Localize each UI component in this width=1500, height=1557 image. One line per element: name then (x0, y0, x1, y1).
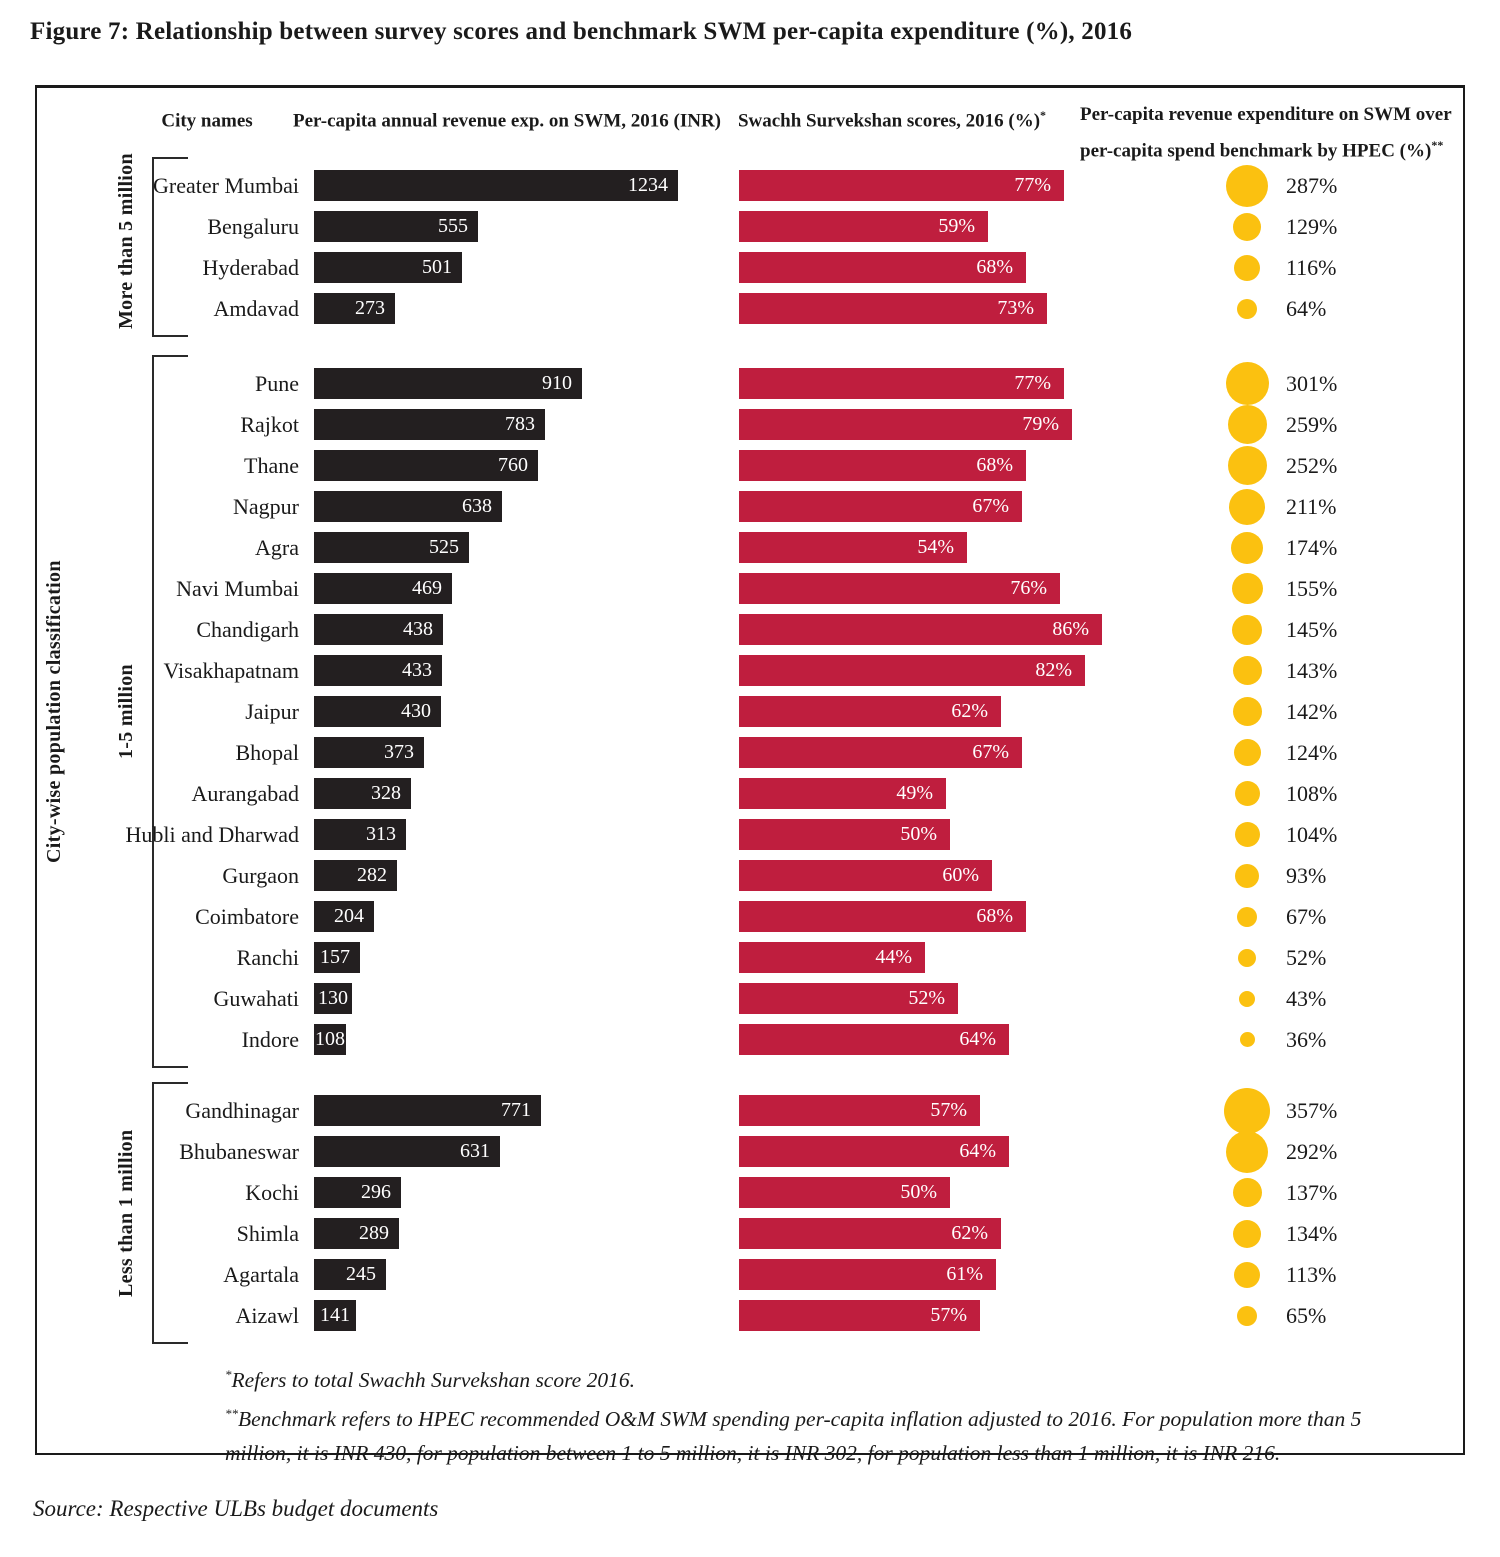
benchmark-value: 259% (1286, 412, 1338, 437)
expenditure-bar (314, 170, 678, 201)
score-value: 79% (1022, 413, 1059, 435)
score-bar (739, 1136, 1009, 1167)
expenditure-bar (314, 1177, 401, 1208)
expenditure-bar (314, 1095, 541, 1126)
expenditure-value: 273 (355, 297, 385, 319)
column-header-city-names-text: City names (161, 110, 253, 132)
score-value: 86% (1052, 618, 1089, 640)
score-bar (739, 293, 1047, 324)
city-row-ranchi (37, 937, 1463, 978)
city-label: Navi Mumbai (176, 576, 299, 601)
city-label: Gurgaon (222, 863, 299, 888)
benchmark-bubble (1237, 1306, 1257, 1326)
city-row-pune (37, 363, 1463, 404)
benchmark-value: 301% (1286, 371, 1338, 396)
score-bar (739, 1300, 980, 1331)
city-label: Bhubaneswar (179, 1139, 299, 1164)
benchmark-value: 124% (1286, 740, 1338, 765)
benchmark-value: 64% (1286, 296, 1327, 321)
score-bar (739, 614, 1102, 645)
score-bar (739, 1218, 1001, 1249)
city-row-visakhapatnam (37, 650, 1463, 691)
city-label: Agartala (223, 1262, 299, 1287)
benchmark-value: 145% (1286, 617, 1338, 642)
chart-frame (35, 85, 1465, 1466)
score-bar (739, 1024, 1009, 1055)
benchmark-value: 143% (1286, 658, 1338, 683)
score-value: 57% (930, 1099, 967, 1121)
benchmark-value: 108% (1286, 781, 1338, 806)
score-bar (739, 170, 1064, 201)
expenditure-bar (314, 491, 502, 522)
score-bar (739, 655, 1085, 686)
group-label-more-than-5-million: More than 5 million (115, 153, 137, 329)
benchmark-value: 287% (1286, 173, 1338, 198)
group-less-than-1-million (37, 1090, 1463, 1336)
column-header-scores-sup: * (1040, 108, 1047, 122)
score-bar (739, 573, 1060, 604)
benchmark-value: 36% (1286, 1027, 1327, 1052)
footnote-1 (225, 1358, 1375, 1397)
score-value: 67% (972, 741, 1009, 763)
expenditure-value: 910 (542, 372, 572, 394)
benchmark-value: 104% (1286, 822, 1338, 847)
score-value: 68% (976, 905, 1013, 927)
city-row-coimbatore (37, 896, 1463, 937)
group-more-than-5-million (37, 153, 1463, 329)
expenditure-bar (314, 655, 442, 686)
benchmark-value: 93% (1286, 863, 1327, 888)
benchmark-bubble (1231, 532, 1263, 564)
score-value: 67% (972, 495, 1009, 517)
expenditure-bar (314, 409, 545, 440)
benchmark-value: 357% (1286, 1098, 1338, 1123)
expenditure-bar (314, 1024, 346, 1055)
benchmark-value: 252% (1286, 453, 1338, 478)
score-bar (739, 737, 1022, 768)
city-label: Bengaluru (207, 214, 299, 239)
benchmark-value: 155% (1286, 576, 1338, 601)
benchmark-bubble (1226, 165, 1268, 207)
benchmark-value: 67% (1286, 904, 1327, 929)
score-value: 62% (951, 1222, 988, 1244)
benchmark-bubble (1226, 362, 1269, 405)
city-label: Nagpur (233, 494, 299, 519)
city-row-chandigarh (37, 609, 1463, 650)
city-label: Chandigarh (196, 617, 299, 642)
city-row-navi-mumbai (37, 568, 1463, 609)
score-bar (739, 778, 946, 809)
score-value: 50% (900, 823, 937, 845)
score-value: 50% (900, 1181, 937, 1203)
expenditure-value: 141 (320, 1304, 350, 1326)
city-row-gurgaon (37, 855, 1463, 896)
benchmark-bubble (1232, 615, 1262, 645)
expenditure-value: 631 (460, 1140, 490, 1162)
expenditure-value: 130 (318, 987, 348, 1009)
city-label: Greater Mumbai (153, 173, 299, 198)
city-row-bengaluru (37, 206, 1463, 247)
benchmark-bubble (1226, 1131, 1268, 1173)
expenditure-bar (314, 778, 411, 809)
benchmark-bubble (1233, 656, 1262, 685)
expenditure-value: 282 (357, 864, 387, 886)
city-row-indore (37, 1019, 1463, 1060)
benchmark-bubble (1228, 405, 1267, 444)
score-bar (739, 491, 1022, 522)
city-row-rajkot (37, 404, 1463, 445)
expenditure-value: 430 (401, 700, 431, 722)
score-bar (739, 450, 1026, 481)
score-bar (739, 368, 1064, 399)
expenditure-value: 296 (361, 1181, 391, 1203)
score-value: 64% (959, 1140, 996, 1162)
benchmark-bubble (1234, 255, 1260, 281)
city-label: Indore (241, 1027, 299, 1052)
city-row-bhubaneswar (37, 1131, 1463, 1172)
score-value: 64% (959, 1028, 996, 1050)
benchmark-value: 129% (1286, 214, 1338, 239)
city-label: Hubli and Dharwad (125, 822, 299, 847)
group-1-5-million (37, 363, 1463, 1060)
benchmark-value: 43% (1286, 986, 1327, 1011)
score-bar (739, 1095, 980, 1126)
score-value: 49% (896, 782, 933, 804)
expenditure-value: 433 (402, 659, 432, 681)
score-value: 59% (938, 215, 975, 237)
footnotes (225, 1358, 1375, 1470)
benchmark-bubble (1234, 1262, 1260, 1288)
expenditure-bar (314, 293, 395, 324)
expenditure-value: 555 (438, 215, 468, 237)
city-row-hyderabad (37, 247, 1463, 288)
expenditure-bar (314, 860, 397, 891)
city-label: Aurangabad (191, 781, 299, 806)
score-value: 54% (917, 536, 954, 558)
city-label: Gandhinagar (185, 1098, 299, 1123)
score-value: 73% (997, 297, 1034, 319)
chart-rows-region (37, 88, 1463, 1453)
score-bar (739, 1259, 996, 1290)
score-bar (739, 860, 992, 891)
benchmark-value: 211% (1286, 494, 1337, 519)
expenditure-value: 373 (384, 741, 414, 763)
score-bar (739, 532, 967, 563)
expenditure-bar (314, 614, 443, 645)
city-label: Visakhapatnam (163, 658, 299, 683)
benchmark-bubble (1233, 213, 1261, 241)
expenditure-bar (314, 1218, 399, 1249)
expenditure-bar (314, 573, 452, 604)
benchmark-value: 137% (1286, 1180, 1338, 1205)
benchmark-value: 142% (1286, 699, 1338, 724)
city-row-greater-mumbai (37, 165, 1463, 206)
expenditure-bar (314, 819, 406, 850)
benchmark-bubble (1229, 489, 1265, 525)
expenditure-value: 204 (334, 905, 364, 927)
score-value: 76% (1010, 577, 1047, 599)
benchmark-bubble (1234, 739, 1261, 766)
city-row-shimla (37, 1213, 1463, 1254)
score-value: 68% (976, 256, 1013, 278)
city-row-aurangabad (37, 773, 1463, 814)
score-bar (739, 819, 950, 850)
benchmark-bubble (1232, 573, 1263, 604)
city-label: Jaipur (245, 699, 299, 724)
column-header-benchmark-sup: ** (1431, 138, 1444, 152)
city-label: Rajkot (240, 412, 299, 437)
expenditure-bar (314, 1259, 386, 1290)
score-bar (739, 211, 988, 242)
benchmark-bubble (1238, 949, 1256, 967)
benchmark-bubble (1233, 1178, 1262, 1207)
score-value: 82% (1035, 659, 1072, 681)
benchmark-bubble (1237, 907, 1257, 927)
city-label: Shimla (236, 1221, 299, 1246)
expenditure-bar (314, 211, 478, 242)
score-bar (739, 901, 1026, 932)
benchmark-value: 292% (1286, 1139, 1338, 1164)
benchmark-bubble (1235, 822, 1260, 847)
chart-frame-inner (37, 88, 1463, 1466)
city-row-hubli-and-dharwad (37, 814, 1463, 855)
score-bar (739, 942, 925, 973)
city-row-aizawl (37, 1295, 1463, 1336)
expenditure-value: 289 (359, 1222, 389, 1244)
benchmark-bubble (1235, 864, 1259, 888)
column-header-benchmark-text: Per-capita revenue expenditure on SWM over per-capita spend benchmark by HPEC (%) (1080, 104, 1452, 162)
city-label: Guwahati (213, 986, 299, 1011)
city-label: Kochi (245, 1180, 299, 1205)
score-value: 60% (942, 864, 979, 886)
expenditure-bar (314, 1136, 500, 1167)
city-label: Thane (244, 453, 299, 478)
benchmark-bubble (1224, 1088, 1270, 1134)
score-value: 57% (930, 1304, 967, 1326)
benchmark-value: 52% (1286, 945, 1327, 970)
city-row-agra (37, 527, 1463, 568)
expenditure-value: 108 (315, 1028, 345, 1050)
score-value: 44% (875, 946, 912, 968)
city-row-thane (37, 445, 1463, 486)
column-header-scores-text: Swachh Survekshan scores, 2016 (%) (737, 110, 1041, 132)
expenditure-bar (314, 532, 469, 563)
benchmark-bubble (1239, 991, 1255, 1007)
city-row-amdavad (37, 288, 1463, 329)
expenditure-value: 157 (320, 946, 350, 968)
expenditure-value: 760 (498, 454, 528, 476)
city-label: Bhopal (235, 740, 299, 765)
benchmark-bubble (1233, 1220, 1261, 1248)
group-label-less-than-1-million: Less than 1 million (115, 1129, 137, 1297)
city-label: Agra (255, 535, 299, 560)
column-header-expenditure-text: Per-capita annual revenue exp. on SWM, 2016 (INR) (292, 110, 721, 132)
expenditure-value: 771 (501, 1099, 531, 1121)
benchmark-bubble (1233, 697, 1262, 726)
expenditure-bar (314, 368, 582, 399)
benchmark-value: 174% (1286, 535, 1338, 560)
score-bar (739, 983, 958, 1014)
expenditure-value: 638 (462, 495, 492, 517)
score-value: 62% (951, 700, 988, 722)
footnote-2 (225, 1397, 1375, 1470)
city-label: Pune (255, 371, 299, 396)
source-note: Source: Respective ULBs budget documents (33, 1496, 439, 1521)
expenditure-bar (314, 983, 352, 1014)
city-label: Amdavad (213, 296, 299, 321)
expenditure-bar (314, 942, 360, 973)
score-bar (739, 1177, 950, 1208)
city-row-nagpur (37, 486, 1463, 527)
expenditure-bar (314, 450, 538, 481)
score-bar (739, 409, 1072, 440)
benchmark-bubble (1235, 781, 1260, 806)
expenditure-value: 438 (403, 618, 433, 640)
footnote-1-text: Refers to total Swachh Survekshan score 2016. (231, 1368, 635, 1393)
benchmark-bubble (1228, 446, 1267, 485)
score-bar (739, 696, 1001, 727)
benchmark-value: 116% (1286, 255, 1337, 280)
city-row-guwahati (37, 978, 1463, 1019)
city-row-agartala (37, 1254, 1463, 1295)
city-row-bhopal (37, 732, 1463, 773)
expenditure-value: 469 (412, 577, 442, 599)
benchmark-value: 65% (1286, 1303, 1327, 1328)
expenditure-value: 1234 (628, 174, 668, 196)
benchmark-bubble (1240, 1032, 1255, 1047)
expenditure-bar (314, 252, 462, 283)
population-axis-label: City-wise population classification (43, 560, 65, 863)
expenditure-value: 501 (422, 256, 452, 278)
figure-title: Figure 7: Relationship between survey scores and benchmark SWM per-capita expenditure (%), 2016 (30, 18, 1133, 45)
expenditure-value: 783 (505, 413, 535, 435)
footnote-2-marker: ** (225, 1406, 238, 1422)
group-label-1-5-million: 1-5 million (115, 664, 137, 759)
expenditure-value: 313 (366, 823, 396, 845)
benchmark-bubble (1237, 299, 1257, 319)
city-label: Coimbatore (195, 904, 299, 929)
footnote-2-text: Benchmark refers to HPEC recommended O&M SWM spending per-capita inflation adjusted to 2016. For population more than 5 million, it is INR 430, for population between 1 to 5 million, it is INR 302, for population less than 1 million, it is INR 216. (225, 1407, 1362, 1466)
expenditure-bar (314, 737, 424, 768)
expenditure-value: 328 (371, 782, 401, 804)
score-bar (739, 252, 1026, 283)
city-label: Hyderabad (202, 255, 299, 280)
expenditure-value: 245 (346, 1263, 376, 1285)
score-value: 77% (1014, 174, 1051, 196)
city-row-jaipur (37, 691, 1463, 732)
city-label: Aizawl (235, 1303, 299, 1328)
expenditure-bar (314, 696, 441, 727)
benchmark-value: 134% (1286, 1221, 1338, 1246)
footnote-1-marker: * (225, 1367, 232, 1382)
city-row-kochi (37, 1172, 1463, 1213)
expenditure-value: 525 (429, 536, 459, 558)
score-value: 52% (908, 987, 945, 1009)
city-row-gandhinagar (37, 1090, 1463, 1131)
score-value: 61% (946, 1263, 983, 1285)
score-value: 77% (1014, 372, 1051, 394)
score-value: 68% (976, 454, 1013, 476)
expenditure-bar (314, 1300, 356, 1331)
benchmark-value: 113% (1286, 1262, 1337, 1287)
city-label: Ranchi (236, 945, 299, 970)
expenditure-bar (314, 901, 374, 932)
